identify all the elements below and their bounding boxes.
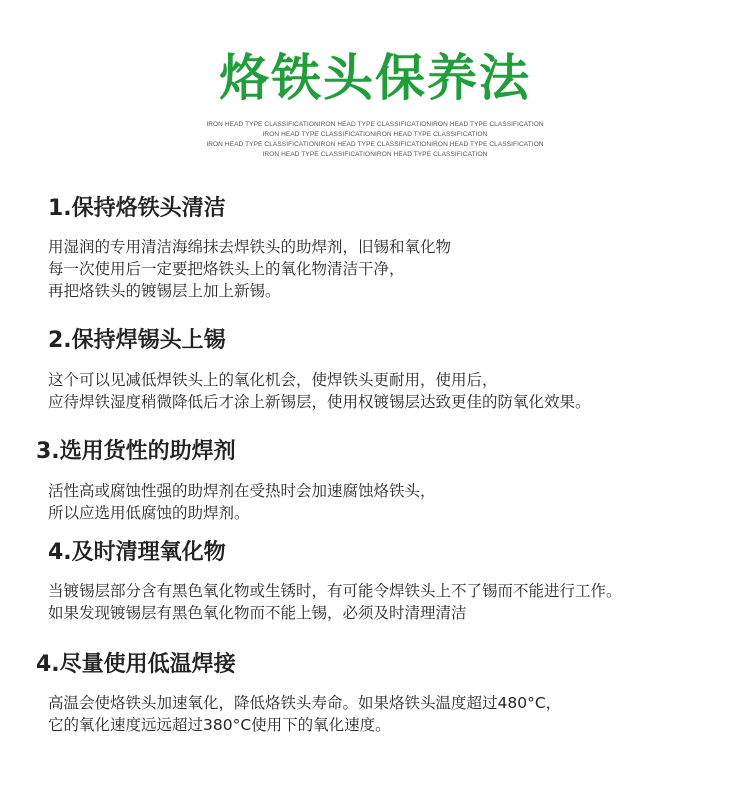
text-line: 活性高或腐蚀性强的助焊剂在受热时会加速腐蚀烙铁头，	[48, 482, 436, 500]
subtitle-line: IRON HEAD TYPE CLASSIFICATIONIRON HEAD TYPE CLASSIFICATIONIRON HEAD TYPE CLASSIFICATION	[206, 121, 544, 128]
section-4-text	[48, 580, 622, 624]
section-5-text	[48, 692, 561, 736]
text-line: 再把烙铁头的镀锡层上加上新锡。	[48, 282, 281, 300]
text-line: 当镀锡层部分含有黑色氧化物或生锈时，有可能令焊铁头上不了锡而不能进行工作。	[48, 582, 622, 600]
text-line: 用湿润的专用清洁海绵抹去焊铁头的助焊剂，旧锡和氧化物	[48, 238, 452, 256]
text-line: 每一次使用后一定要把烙铁头上的氧化物清洁干净，	[48, 260, 405, 278]
subtitle-line: IRON HEAD TYPE CLASSIFICATIONIRON HEAD TYPE CLASSIFICATION	[262, 131, 488, 138]
text-line: 它的氧化速度远远超过380°C使用下的氧化速度。	[48, 716, 391, 734]
subtitle-block	[0, 120, 750, 160]
section-4-heading: 4.及时清理氧化物	[48, 540, 226, 565]
subtitle-line: IRON HEAD TYPE CLASSIFICATIONIRON HEAD TYPE CLASSIFICATIONIRON HEAD TYPE CLASSIFICATION	[206, 141, 544, 148]
section-5-heading: 4.尽量使用低温焊接	[36, 652, 236, 677]
text-line: 所以应选用低腐蚀的助焊剂。	[48, 504, 250, 522]
text-line: 如果发现镀锡层有黑色氧化物而不能上锡，必须及时清理清洁	[48, 604, 467, 622]
text-line: 这个可以见减低焊铁头上的氧化机会，使焊铁头更耐用，使用后，	[48, 371, 498, 389]
section-1-heading: 1.保持烙铁头清洁	[48, 196, 226, 221]
section-3-heading: 3.选用货性的助焊剂	[36, 439, 236, 464]
subtitle-line: IRON HEAD TYPE CLASSIFICATIONIRON HEAD TYPE CLASSIFICATION	[262, 151, 488, 158]
section-1-text	[48, 236, 451, 302]
text-line: 应待焊铁湿度稍微降低后才涂上新锡层，使用权镀锡层达致更佳的防氧化效果。	[48, 393, 591, 411]
page-title: 烙铁头保养法	[219, 49, 531, 107]
section-2-heading: 2.保持焊锡头上锡	[48, 328, 226, 353]
section-2-text	[48, 369, 591, 413]
text-line: 高温会使烙铁头加速氧化，降低烙铁头寿命。如果烙铁头温度超过480°C，	[48, 694, 562, 712]
section-3-text	[48, 480, 436, 524]
